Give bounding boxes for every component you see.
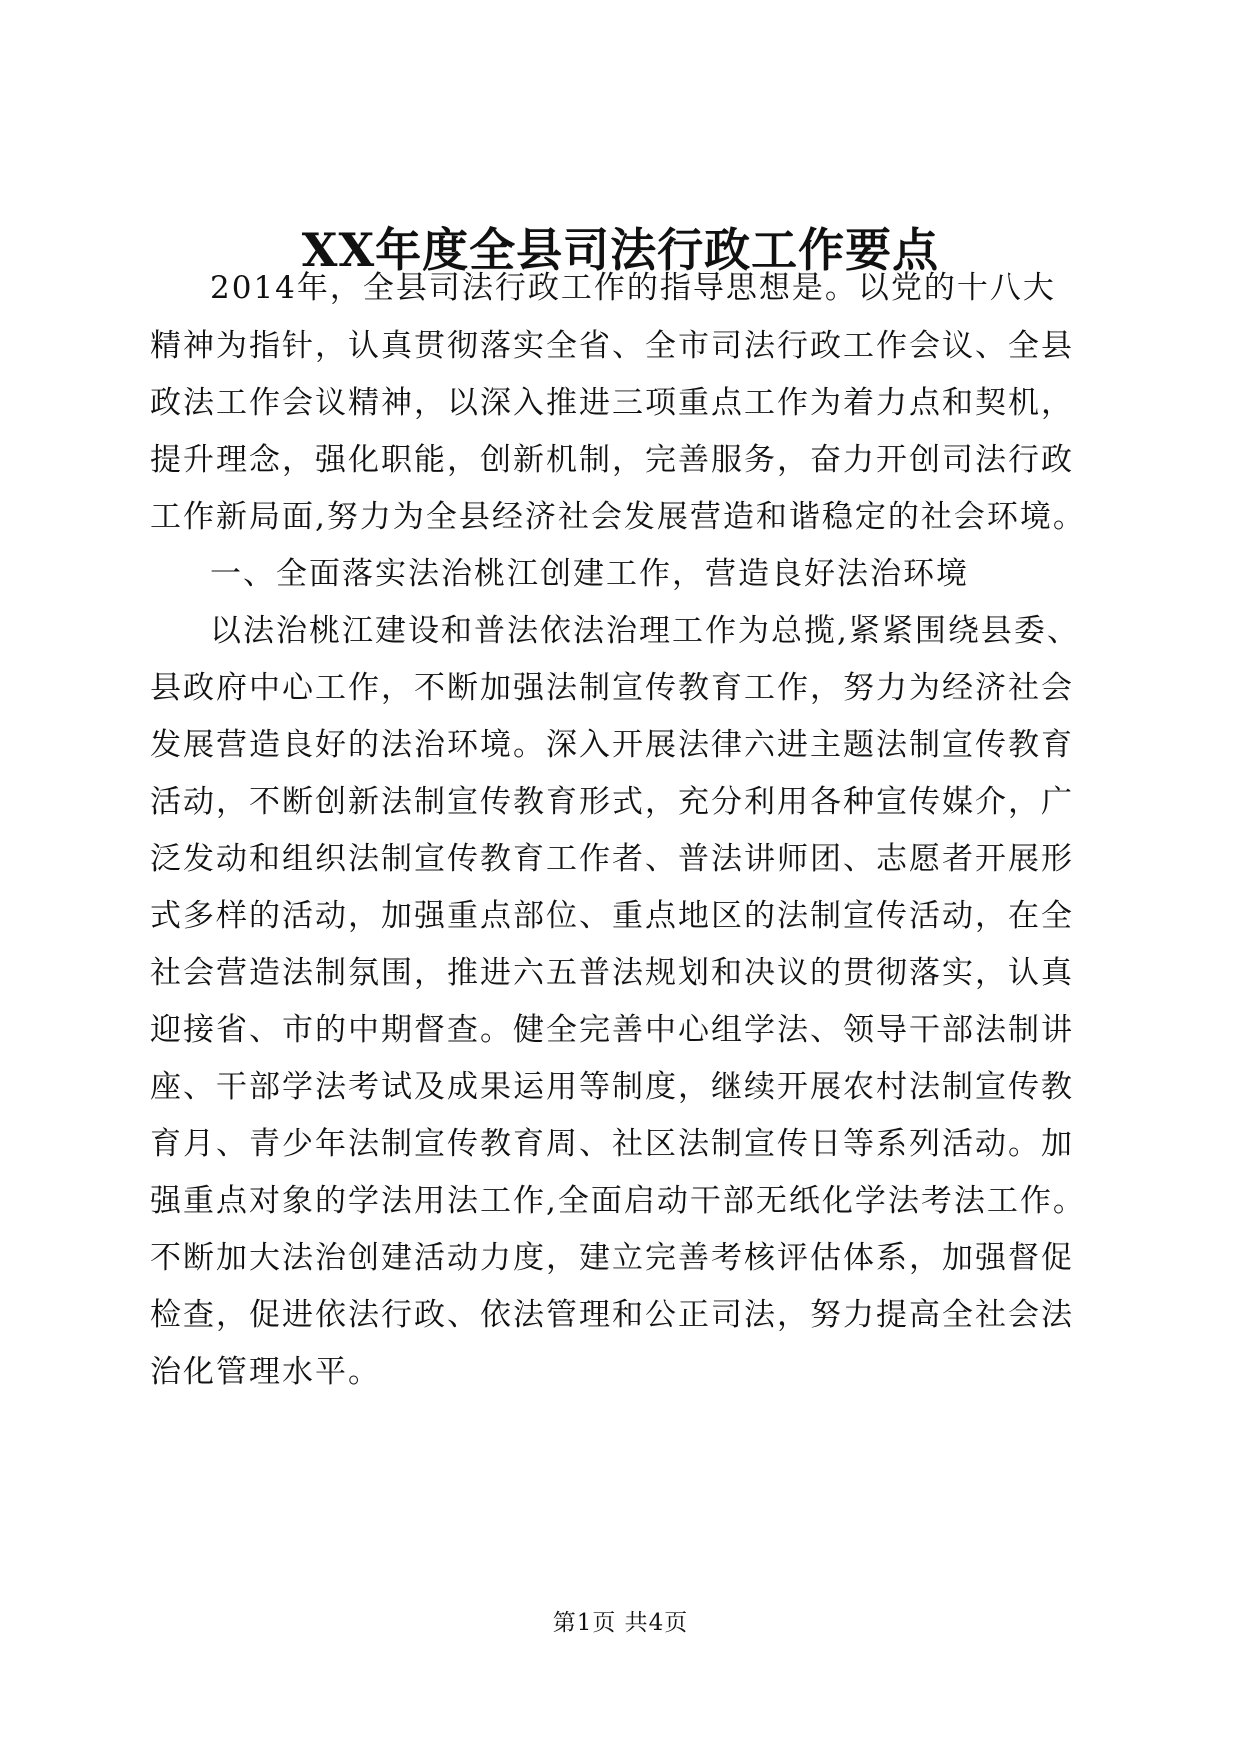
- paragraph-line: 治化管理水平。: [150, 1354, 381, 1390]
- paragraph-line: 政法工作会议精神，以深入推进三项重点工作为着力点和契机，: [150, 385, 1074, 421]
- paragraph-line: 育月、青少年法制宣传教育周、社区法制宣传日等系列活动。加: [150, 1126, 1074, 1162]
- paragraph-line: 精神为指针，认真贯彻落实全省、全市司法行政工作会议、全县: [150, 328, 1074, 364]
- paragraph-line: 式多样的活动，加强重点部位、重点地区的法制宣传活动，在全: [150, 898, 1074, 934]
- paragraph-line: 泛发动和组织法制宣传教育工作者、普法讲师团、志愿者开展形: [150, 841, 1074, 877]
- paragraph-line: 不断加大法治创建活动力度，建立完善考核评估体系，加强督促: [150, 1240, 1074, 1276]
- paragraph-line: 以法治桃江建设和普法依法治理工作为总揽,紧紧围绕县委、: [210, 613, 1080, 649]
- paragraph-line: 强重点对象的学法用法工作,全面启动干部无纸化学法考法工作。: [150, 1183, 1086, 1219]
- paragraph-line: 检查，促进依法行政、依法管理和公正司法，努力提高全社会法: [150, 1297, 1074, 1333]
- section-heading: 一、全面落实法治桃江创建工作，营造良好法治环境: [210, 556, 969, 592]
- paragraph-line: 社会营造法制氛围，推进六五普法规划和决议的贯彻落实，认真: [150, 955, 1074, 991]
- paragraph-line: 迎接省、市的中期督查。健全完善中心组学法、领导干部法制讲: [150, 1012, 1074, 1048]
- paragraph-line: 2014年，全县司法行政工作的指导思想是。以党的十八大: [210, 270, 1056, 306]
- paragraph-line: 工作新局面,努力为全县经济社会发展营造和谐稳定的社会环境。: [150, 499, 1086, 535]
- paragraph-line: 活动，不断创新法制宣传教育形式，充分利用各种宣传媒介，广: [150, 784, 1074, 820]
- page-number-footer: 第1页 共4页: [552, 1610, 689, 1636]
- paragraph-line: 发展营造良好的法治环境。深入开展法律六进主题法制宣传教育: [150, 727, 1074, 763]
- paragraph-line: 县政府中心工作，不断加强法制宣传教育工作，努力为经济社会: [150, 670, 1074, 706]
- document-title: XX年度全县司法行政工作要点: [301, 223, 940, 277]
- paragraph-line: 座、干部学法考试及成果运用等制度，继续开展农村法制宣传教: [150, 1069, 1074, 1105]
- paragraph-line: 提升理念，强化职能，创新机制，完善服务，奋力开创司法行政: [150, 442, 1074, 478]
